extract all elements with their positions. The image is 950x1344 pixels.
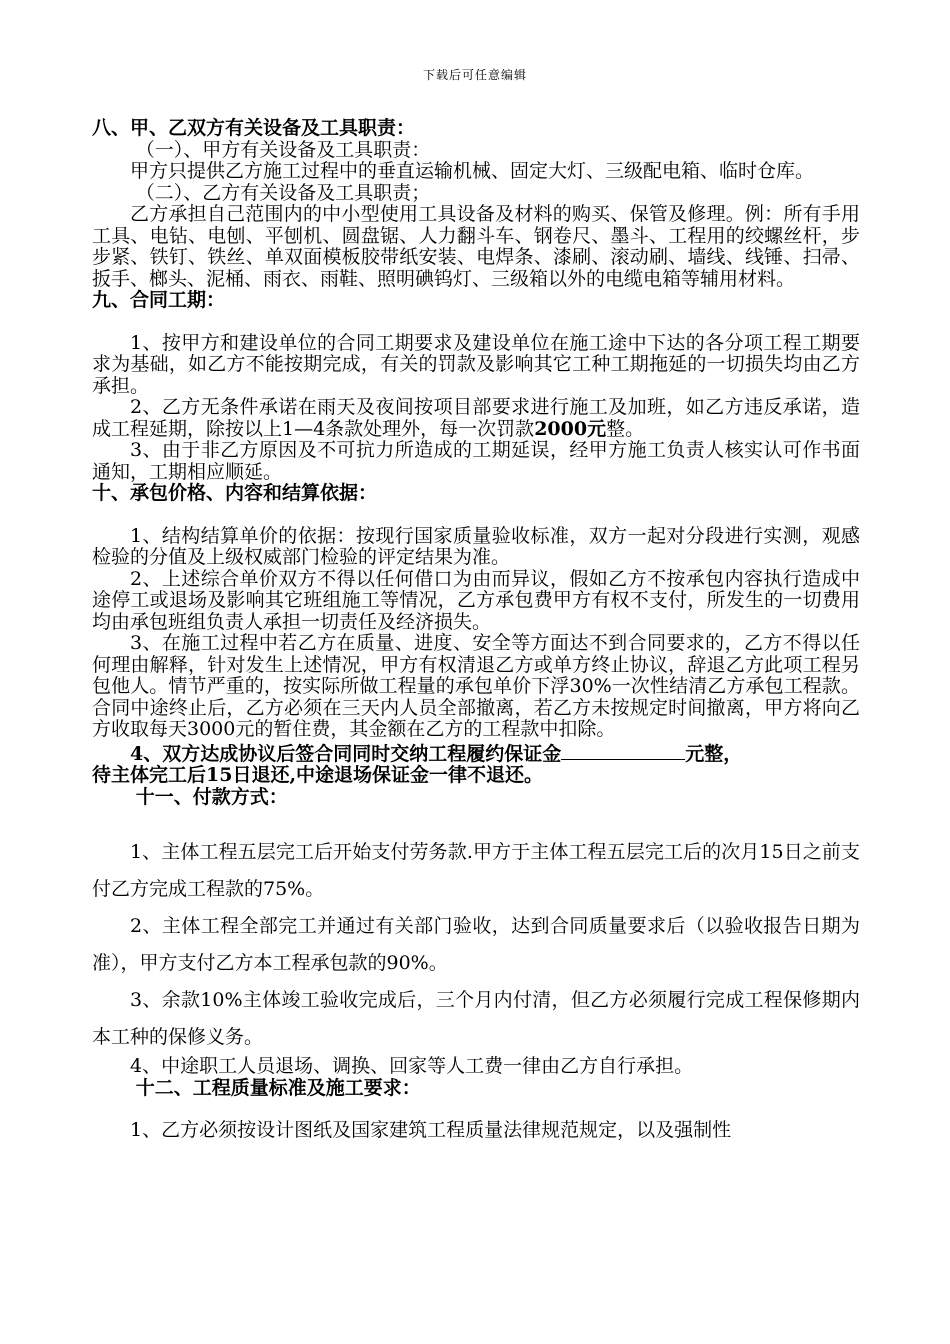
section-11-para4: 4、中途职工人员退场、调换、回家等人工费一律由乙方自行承担。	[130, 1055, 694, 1077]
section-11-para1: 1、主体工程五层完工后开始支付劳务款.甲方于主体工程五层完工后的次月15日之前支付乙方完成工程款的75%。	[92, 841, 860, 900]
section-8-para2: 乙方承担自己范围内的中小型使用工具设备及材料的购买、保管及修理。例：所有手用工具、电钻、电刨、平刨机、圆盘锯、人力翻斗车、钢卷尺、墨斗、工程用的绞螺丝杆，步步紧、铁钉、铁丝、单双面模板胶带纸安装、电焊条、漆刷、滚动刷、墙线、线锤、扫帚、扳手、榔头、泥桶、雨衣、雨鞋、照明碘钨灯、三级箱以外的电缆电箱等辅用材料。	[92, 203, 860, 290]
section-10-para4-cont: 待主体完工后15日退还,中途退场保证金一律不退还。	[92, 764, 544, 786]
deposit-unit: 元整，	[685, 742, 743, 765]
document-body	[92, 118, 860, 1142]
deposit-text: 4、双方达成协议后签合同同时交纳工程履约保证金	[130, 742, 562, 765]
section-12-para1: 1、乙方必须按设计图纸及国家建筑工程质量法律规范规定，以及强制性	[130, 1119, 732, 1141]
section-11-para3: 3、余款10%主体竣工验收完成后，三个月内付清，但乙方必须履行完成工程保修期内本工种的保修义务。	[92, 989, 860, 1048]
section-10-para2: 2、上述综合单价双方不得以任何借口为由而异议，假如乙方不按承包内容执行造成中途停工或退场及影响其它班组施工等情况，乙方承包费甲方有权不支付，所发生的一切费用均由承包班组负责人承担一切责任及经济损失。	[92, 567, 860, 633]
section-9-para1: 1、按甲方和建设单位的合同工期要求及建设单位在施工途中下达的各分项工程工期要求为基础，如乙方不能按期完成，有关的罚款及影响其它工种工期拖延的一切损失均由乙方承担。	[92, 331, 860, 397]
section-11-para2: 2、主体工程全部完工并通过有关部门验收，达到合同质量要求后（以验收报告日期为准），甲方支付乙方本工程承包款的90%。	[92, 915, 860, 974]
section-8-sub2: （二）、乙方有关设备及工具职责；	[135, 181, 431, 204]
section-9-para2	[92, 397, 860, 440]
section-9-para3: 3、由于非乙方原因及不可抗力所造成的工期延误，经甲方施工负责人核实认可作书面通知，工期相应顺延。	[92, 439, 860, 483]
section-11-title: 十一、付款方式：	[135, 785, 288, 808]
section-9-title: 九、合同工期：	[92, 289, 226, 311]
penalty-amount: 2000元	[534, 417, 607, 440]
section-12-title: 十二、工程质量标准及施工要求：	[135, 1076, 421, 1099]
section-8-sub1: （一）、甲方有关设备及工具职责：	[135, 138, 431, 161]
section-10-para3: 3、在施工过程中若乙方在质量、进度、安全等方面达不到合同要求的，乙方不得以任何理由解释，针对发生上述情况，甲方有权清退乙方或单方终止协议，辞退乙方此项工程另包他人。情节严重的，按实际所做工程量的承包单价下浮30%一次性结清乙方承包工程款。合同中途终止后，乙方必须在三天内人员全部撤离，若乙方未按规定时间撤离，甲方将向乙方收取每天3000元的暂住费，其金额在乙方的工程款中扣除。	[92, 632, 860, 740]
section-10-para4	[92, 741, 860, 766]
section-8-para1: 甲方只提供乙方施工过程中的垂直运输机械、固定大灯、三级配电箱、临时仓库。	[130, 160, 815, 182]
deposit-amount-blank	[561, 741, 685, 760]
section-9-para2-end: 整。	[606, 417, 645, 440]
section-9-para2-text: 2、乙方无条件承诺在雨天及夜间按项目部要求进行施工及加班，如乙方违反承诺，造成工程延期，除按以上1—4条款处理外，每一次罚款	[92, 396, 860, 440]
section-10-title: 十、承包价格、内容和结算依据：	[92, 482, 378, 504]
section-8-title: 八、甲、乙双方有关设备及工具职责：	[92, 117, 416, 139]
page-header: 下载后可任意编辑	[422, 68, 527, 82]
section-10-para1: 1、结构结算单价的依据：按现行国家质量验收标准，双方一起对分段进行实测，观感检验的分值及上级权威部门检验的评定结果为准。	[92, 524, 860, 568]
